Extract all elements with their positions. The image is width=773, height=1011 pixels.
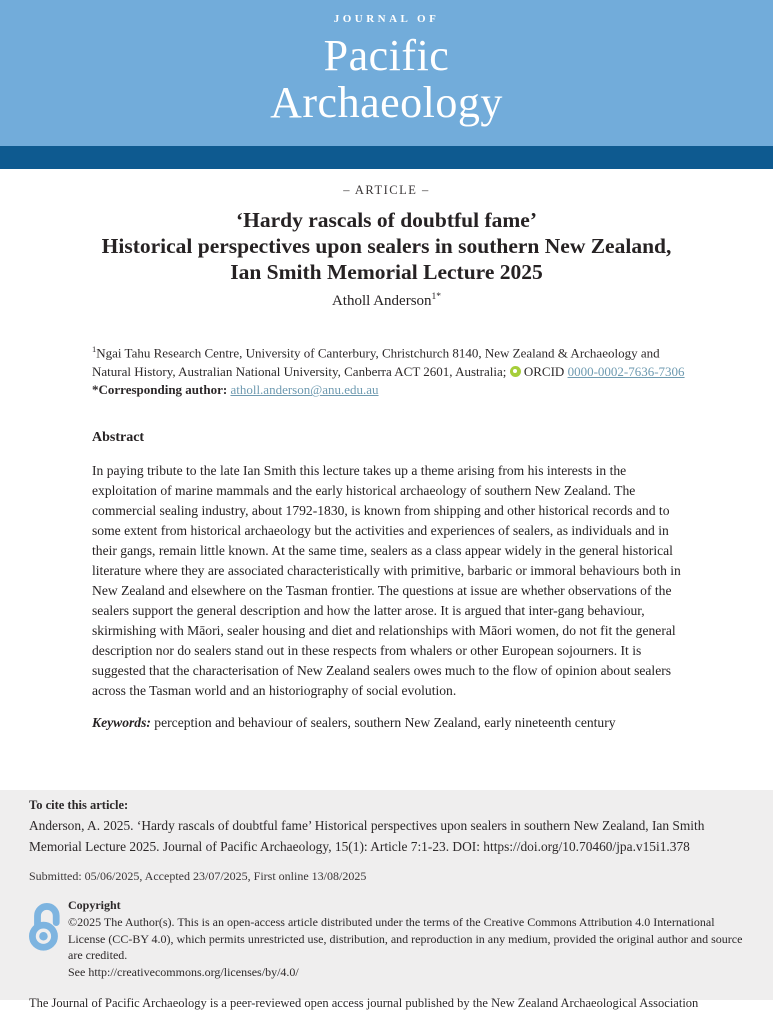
masthead-stripe — [0, 146, 773, 169]
orcid-icon — [510, 366, 521, 377]
author-name-text: Atholl Anderson — [331, 293, 432, 309]
journal-title-line2: Archaeology — [270, 78, 503, 127]
orcid-link[interactable]: 0000-0002-7636-7306 — [567, 363, 685, 379]
article-type-label: – ARTICLE – — [343, 183, 430, 197]
abstract-text: In paying tribute to the late Ian Smith this lecture takes up a theme arising from his interests in the exploitation of marine mammals and the early historical archaeology of southern New Zealand. The commercial sealing industry, about 1792-1830, is known from shipping and other historical records and to some extent from historical archaeology but the activities and experiences of sealers, as individuals and in their gangs, remain little known. At the same time, sealers as a class appear widely in the general historical literature where they are associated characteristically with primitive, barbaric or immoral behaviours both in New Zealand and elsewhere on the Tasman frontier. The questions at issue are whether observations of the sealers support the general description and how the latter arose. It is argued that inter-gang behaviour, skirmishing with Māori, sealer housing and diet and relationships with Māori women, do not fit the general description nor do sealers stand out in these respects from whalers or other European sojourners. It is suggested that the characterisation of New Zealand sealers owes much to the flow of opinion about sealers across the Tasman world and an historiography of social evolution. — [92, 462, 681, 698]
abstract-heading: Abstract — [92, 429, 145, 445]
keywords-line — [92, 715, 688, 731]
article-title — [40, 207, 733, 285]
copyright-section — [29, 898, 743, 980]
journal-masthead — [0, 0, 773, 146]
copyright-license-url: See http://creativecommons.org/licenses/by/4.0/ — [68, 964, 299, 979]
author-name — [0, 292, 773, 310]
citation-text: Anderson, A. 2025. ‘Hardy rascals of doubtful fame’ Historical perspectives upon sealers in southern New Zealand, Ian Smith Memorial Lecture 2025. Journal of Pacific Archaeology, 15(1): Article 7:1-23. DOI: https://doi.org/10.70460/jpa.v15i1.378 — [29, 818, 705, 854]
copyright-text-block — [68, 898, 743, 980]
author-superscript: 1* — [431, 292, 442, 302]
corresponding-author-email-link[interactable]: atholl.anderson@anu.edu.au — [230, 382, 379, 398]
article-title-line2: Historical perspectives upon sealers in southern New Zealand, — [101, 234, 672, 258]
journal-title — [0, 32, 773, 126]
article-title-line1: ‘Hardy rascals of doubtful fame’ — [236, 208, 537, 232]
keywords-text: perception and behaviour of sealers, southern New Zealand, early nineteenth century — [150, 714, 616, 730]
journal-statement: The Journal of Pacific Archaeology is a peer-reviewed open access journal published by the New Zealand Archaeological Association — [29, 996, 699, 1010]
submission-dates: Submitted: 05/06/2025, Accepted 23/07/2025, First online 13/08/2025 — [29, 869, 367, 883]
affiliation-superscript: 1 — [92, 344, 97, 354]
journal-kicker: JOURNAL OF — [333, 13, 440, 25]
article-content — [0, 169, 773, 731]
copyright-body — [68, 914, 743, 980]
journal-title-line1: Pacific — [323, 31, 450, 80]
affiliation-text: Ngai Tahu Research Centre, University of Canterbury, Christchurch 8140, New Zealand & Archaeology and Natural History, Australian National University, Canberra ACT 2601, Australia; — [92, 345, 660, 379]
open-access-icon — [29, 900, 67, 957]
article-title-line3: Ian Smith Memorial Lecture 2025 — [230, 260, 543, 284]
copyright-heading: Copyright — [68, 898, 121, 912]
corresponding-author-label: *Corresponding author: — [92, 382, 231, 398]
keywords-label: Keywords: — [92, 714, 151, 730]
copyright-license-text: ©2025 The Author(s). This is an open-access article distributed under the terms of the Creative Commons Attribution 4.0 International License (CC-BY 4.0), which permits unrestricted use, distribution, and reproduction in any medium, provided the original author and source are credited. — [68, 915, 743, 962]
article-footer — [0, 790, 773, 1010]
affiliation-block — [92, 340, 692, 400]
orcid-label: ORCID — [520, 363, 568, 379]
cite-label: To cite this article: — [29, 798, 129, 812]
